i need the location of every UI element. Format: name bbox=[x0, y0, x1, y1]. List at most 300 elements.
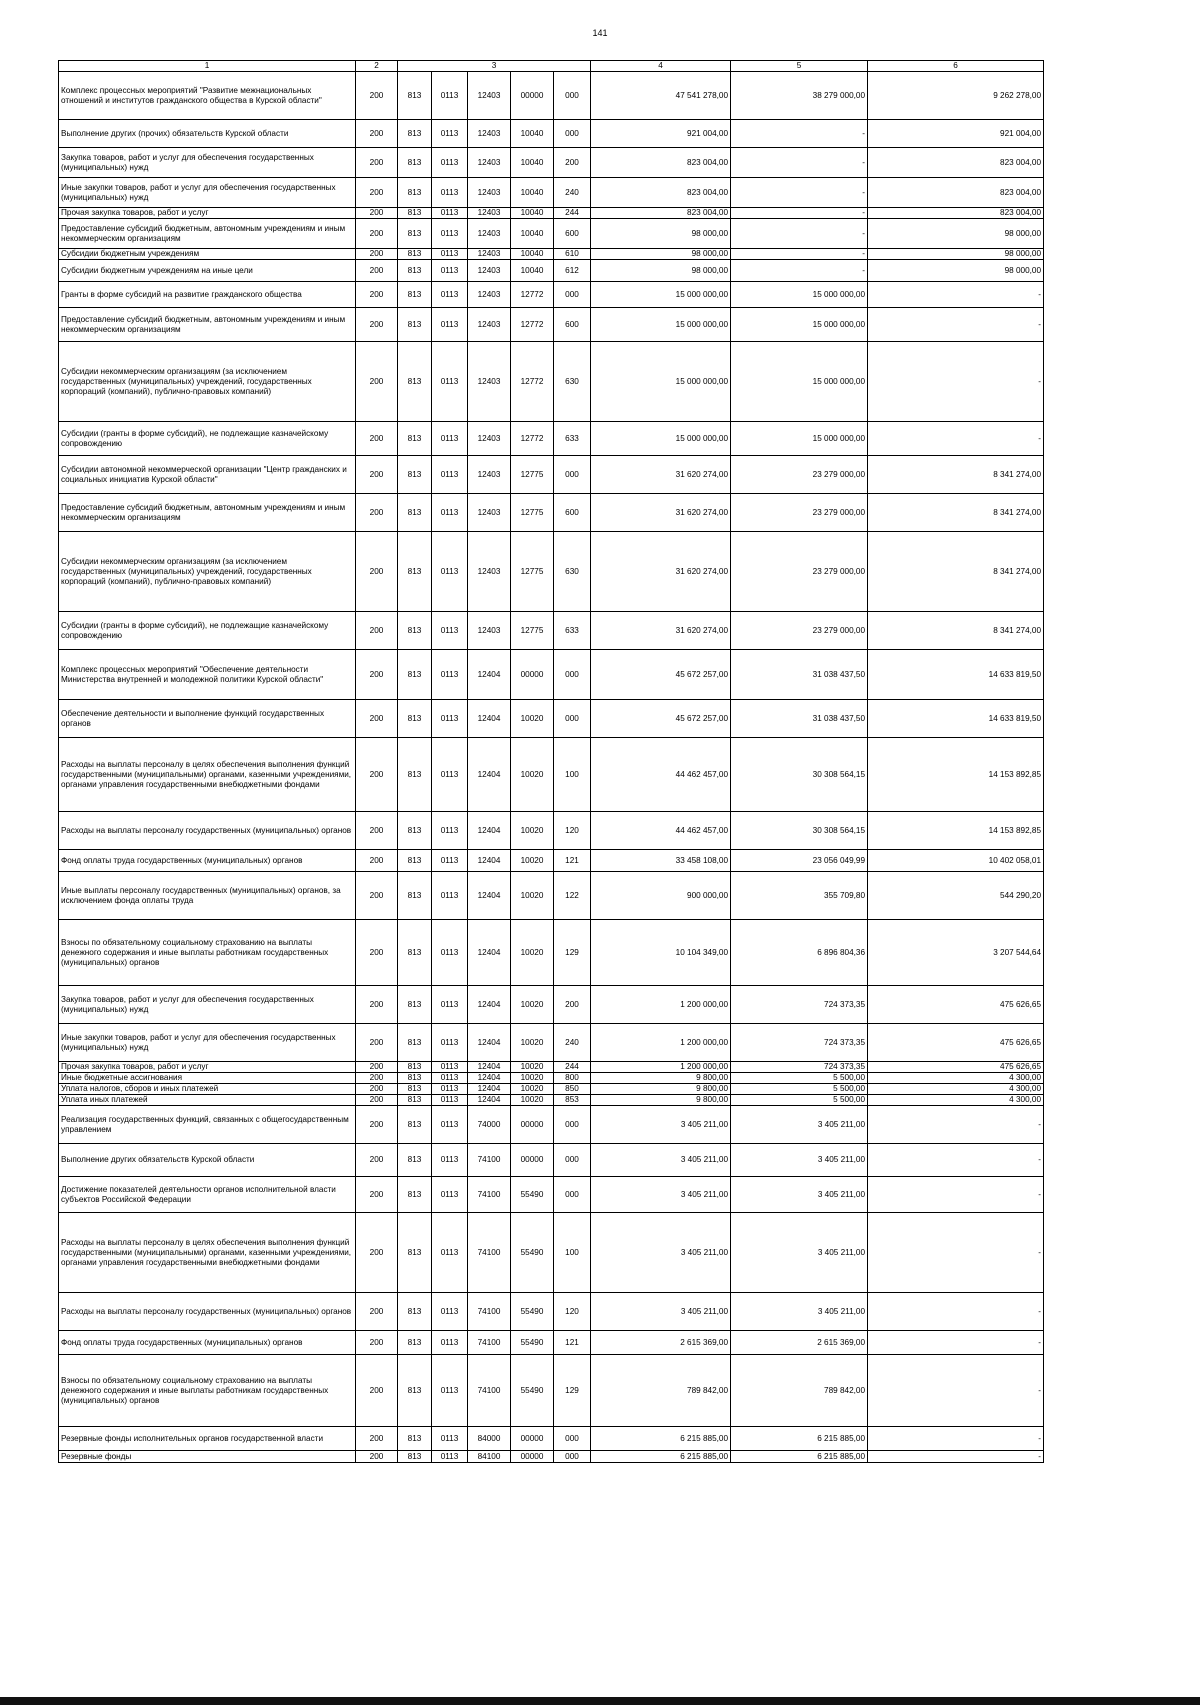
code-cell: 813 bbox=[398, 612, 432, 650]
amount-cell: - bbox=[868, 282, 1044, 308]
code-cell: 813 bbox=[398, 494, 432, 532]
code-cell: 813 bbox=[398, 700, 432, 738]
amount-cell: - bbox=[868, 1177, 1044, 1213]
code-cell: 850 bbox=[554, 1084, 591, 1095]
row-name: Иные бюджетные ассигнования bbox=[59, 1073, 356, 1084]
code-cell: 100 bbox=[554, 738, 591, 812]
code-cell: 12775 bbox=[511, 532, 554, 612]
row-name: Закупка товаров, работ и услуг для обеспечения государственных (муниципальных) нужд bbox=[59, 986, 356, 1024]
amount-cell: 98 000,00 bbox=[868, 219, 1044, 249]
table-row bbox=[59, 1451, 1044, 1463]
code-cell: 200 bbox=[356, 208, 398, 219]
amount-cell: 3 405 211,00 bbox=[591, 1293, 731, 1331]
amount-cell: 31 620 274,00 bbox=[591, 456, 731, 494]
amount-cell: 9 800,00 bbox=[591, 1073, 731, 1084]
amount-cell: 475 626,65 bbox=[868, 1024, 1044, 1062]
code-cell: 100 bbox=[554, 1213, 591, 1293]
amount-cell: 31 620 274,00 bbox=[591, 612, 731, 650]
code-cell: 813 bbox=[398, 1062, 432, 1073]
amount-cell: 45 672 257,00 bbox=[591, 700, 731, 738]
code-cell: 12404 bbox=[468, 650, 511, 700]
code-cell: 0113 bbox=[432, 249, 468, 260]
code-cell: 0113 bbox=[432, 700, 468, 738]
code-cell: 12403 bbox=[468, 260, 511, 282]
code-cell: 0113 bbox=[432, 1451, 468, 1463]
code-cell: 12775 bbox=[511, 456, 554, 494]
code-cell: 0113 bbox=[432, 308, 468, 342]
code-cell: 0113 bbox=[432, 650, 468, 700]
code-cell: 813 bbox=[398, 1024, 432, 1062]
code-cell: 12403 bbox=[468, 612, 511, 650]
code-cell: 12404 bbox=[468, 920, 511, 986]
code-cell: 12404 bbox=[468, 1095, 511, 1106]
code-cell: 813 bbox=[398, 1331, 432, 1355]
code-cell: 200 bbox=[554, 986, 591, 1024]
code-cell: 12404 bbox=[468, 1024, 511, 1062]
code-cell: 74100 bbox=[468, 1331, 511, 1355]
amount-cell: - bbox=[731, 249, 868, 260]
code-cell: 0113 bbox=[432, 1095, 468, 1106]
amount-cell: 1 200 000,00 bbox=[591, 1024, 731, 1062]
amount-cell: 823 004,00 bbox=[868, 178, 1044, 208]
amount-cell: 823 004,00 bbox=[868, 148, 1044, 178]
code-cell: 0113 bbox=[432, 494, 468, 532]
code-cell: 0113 bbox=[432, 148, 468, 178]
code-cell: 12403 bbox=[468, 219, 511, 249]
amount-cell: 1 200 000,00 bbox=[591, 1062, 731, 1073]
row-name: Субсидии некоммерческим организациям (за исключением государственных (муниципальных) учреждений, государственных корпораций (компаний), публично-правовых компаний) bbox=[59, 342, 356, 422]
amount-cell: 9 800,00 bbox=[591, 1095, 731, 1106]
code-cell: 813 bbox=[398, 850, 432, 872]
code-cell: 0113 bbox=[432, 872, 468, 920]
code-cell: 10020 bbox=[511, 700, 554, 738]
code-cell: 200 bbox=[356, 148, 398, 178]
table-row bbox=[59, 872, 1044, 920]
table-row bbox=[59, 1062, 1044, 1073]
code-cell: 600 bbox=[554, 219, 591, 249]
budget-table-container bbox=[58, 60, 1043, 1463]
amount-cell: 4 300,00 bbox=[868, 1073, 1044, 1084]
code-cell: 240 bbox=[554, 1024, 591, 1062]
amount-cell: 5 500,00 bbox=[731, 1095, 868, 1106]
code-cell: 12403 bbox=[468, 456, 511, 494]
amount-cell: 10 402 058,01 bbox=[868, 850, 1044, 872]
code-cell: 12403 bbox=[468, 342, 511, 422]
amount-cell: 724 373,35 bbox=[731, 986, 868, 1024]
amount-cell: 823 004,00 bbox=[591, 148, 731, 178]
amount-cell: - bbox=[731, 219, 868, 249]
code-cell: 610 bbox=[554, 249, 591, 260]
code-cell: 0113 bbox=[432, 1427, 468, 1451]
code-cell: 000 bbox=[554, 1177, 591, 1213]
amount-cell: 6 215 885,00 bbox=[731, 1451, 868, 1463]
code-cell: 200 bbox=[356, 422, 398, 456]
code-cell: 00000 bbox=[511, 1427, 554, 1451]
code-cell: 200 bbox=[356, 812, 398, 850]
code-cell: 813 bbox=[398, 812, 432, 850]
code-cell: 200 bbox=[356, 494, 398, 532]
code-cell: 813 bbox=[398, 178, 432, 208]
row-name: Субсидии автономной некоммерческой организации "Центр гражданских и социальных инициатив Курской области" bbox=[59, 456, 356, 494]
code-cell: 120 bbox=[554, 1293, 591, 1331]
code-cell: 0113 bbox=[432, 1144, 468, 1177]
row-name: Субсидии некоммерческим организациям (за исключением государственных (муниципальных) учреждений, государственных корпораций (компаний), публично-правовых компаний) bbox=[59, 532, 356, 612]
amount-cell: 8 341 274,00 bbox=[868, 532, 1044, 612]
code-cell: 200 bbox=[356, 532, 398, 612]
code-cell: 630 bbox=[554, 532, 591, 612]
amount-cell: - bbox=[731, 148, 868, 178]
amount-cell: 15 000 000,00 bbox=[731, 308, 868, 342]
table-body bbox=[59, 72, 1044, 1463]
code-cell: 129 bbox=[554, 920, 591, 986]
code-cell: 120 bbox=[554, 812, 591, 850]
code-cell: 0113 bbox=[432, 219, 468, 249]
amount-cell: 98 000,00 bbox=[591, 219, 731, 249]
code-cell: 200 bbox=[356, 1095, 398, 1106]
code-cell: 0113 bbox=[432, 208, 468, 219]
code-cell: 200 bbox=[356, 850, 398, 872]
code-cell: 122 bbox=[554, 872, 591, 920]
table-row bbox=[59, 422, 1044, 456]
code-cell: 12404 bbox=[468, 986, 511, 1024]
code-cell: 84000 bbox=[468, 1427, 511, 1451]
amount-cell: 3 207 544,64 bbox=[868, 920, 1044, 986]
code-cell: 00000 bbox=[511, 1451, 554, 1463]
code-cell: 12404 bbox=[468, 700, 511, 738]
amount-cell: - bbox=[868, 422, 1044, 456]
code-cell: 600 bbox=[554, 308, 591, 342]
code-cell: 10020 bbox=[511, 812, 554, 850]
code-cell: 200 bbox=[356, 178, 398, 208]
code-cell: 10020 bbox=[511, 1024, 554, 1062]
scan-edge-bar bbox=[0, 1697, 1200, 1705]
code-cell: 200 bbox=[356, 1084, 398, 1095]
table-row bbox=[59, 1355, 1044, 1427]
row-name: Выполнение других (прочих) обязательств Курской области bbox=[59, 120, 356, 148]
code-cell: 200 bbox=[356, 1062, 398, 1073]
code-cell: 200 bbox=[356, 1177, 398, 1213]
code-cell: 0113 bbox=[432, 812, 468, 850]
code-cell: 12772 bbox=[511, 422, 554, 456]
row-name: Субсидии бюджетным учреждениям на иные цели bbox=[59, 260, 356, 282]
code-cell: 00000 bbox=[511, 72, 554, 120]
row-name: Гранты в форме субсидий на развитие гражданского общества bbox=[59, 282, 356, 308]
amount-cell: 38 279 000,00 bbox=[731, 72, 868, 120]
code-cell: 000 bbox=[554, 700, 591, 738]
amount-cell: 98 000,00 bbox=[868, 249, 1044, 260]
amount-cell: 5 500,00 bbox=[731, 1073, 868, 1084]
code-cell: 55490 bbox=[511, 1177, 554, 1213]
code-cell: 12772 bbox=[511, 308, 554, 342]
amount-cell: 1 200 000,00 bbox=[591, 986, 731, 1024]
code-cell: 12772 bbox=[511, 282, 554, 308]
amount-cell: 30 308 564,15 bbox=[731, 812, 868, 850]
code-cell: 0113 bbox=[432, 72, 468, 120]
amount-cell: 8 341 274,00 bbox=[868, 456, 1044, 494]
row-name: Уплата налогов, сборов и иных платежей bbox=[59, 1084, 356, 1095]
code-cell: 200 bbox=[356, 219, 398, 249]
amount-cell: 33 458 108,00 bbox=[591, 850, 731, 872]
code-cell: 000 bbox=[554, 282, 591, 308]
amount-cell: 823 004,00 bbox=[868, 208, 1044, 219]
amount-cell: 544 290,20 bbox=[868, 872, 1044, 920]
code-cell: 0113 bbox=[432, 120, 468, 148]
code-cell: 00000 bbox=[511, 1144, 554, 1177]
code-cell: 813 bbox=[398, 872, 432, 920]
row-name: Достижение показателей деятельности органов исполнительной власти субъектов Российской Федерации bbox=[59, 1177, 356, 1213]
amount-cell: 724 373,35 bbox=[731, 1024, 868, 1062]
amount-cell: - bbox=[868, 1293, 1044, 1331]
code-cell: 200 bbox=[356, 872, 398, 920]
code-cell: 200 bbox=[356, 1073, 398, 1084]
code-cell: 12403 bbox=[468, 249, 511, 260]
row-name: Уплата иных платежей bbox=[59, 1095, 356, 1106]
amount-cell: 3 405 211,00 bbox=[731, 1177, 868, 1213]
code-cell: 10020 bbox=[511, 738, 554, 812]
code-cell: 74100 bbox=[468, 1177, 511, 1213]
header-cell: 3 bbox=[398, 61, 591, 72]
code-cell: 200 bbox=[356, 1293, 398, 1331]
code-cell: 000 bbox=[554, 1106, 591, 1144]
amount-cell: 44 462 457,00 bbox=[591, 738, 731, 812]
code-cell: 813 bbox=[398, 1084, 432, 1095]
amount-cell: 14 633 819,50 bbox=[868, 700, 1044, 738]
table-row bbox=[59, 612, 1044, 650]
code-cell: 0113 bbox=[432, 1213, 468, 1293]
code-cell: 12403 bbox=[468, 282, 511, 308]
code-cell: 10040 bbox=[511, 219, 554, 249]
row-name: Расходы на выплаты персоналу в целях обеспечения выполнения функций государственными (муниципальными) органами, казенными учреждениями, органами управления государственными внебюджетными фондами bbox=[59, 1213, 356, 1293]
table-row bbox=[59, 1427, 1044, 1451]
table-row bbox=[59, 282, 1044, 308]
amount-cell: - bbox=[868, 1144, 1044, 1177]
table-row bbox=[59, 208, 1044, 219]
row-name: Реализация государственных функций, связанных с общегосударственным управлением bbox=[59, 1106, 356, 1144]
header-cell: 1 bbox=[59, 61, 356, 72]
code-cell: 200 bbox=[356, 249, 398, 260]
row-name: Комплекс процессных мероприятий "Развитие межнациональных отношений и институтов гражданского общества в Курской области" bbox=[59, 72, 356, 120]
code-cell: 0113 bbox=[432, 1355, 468, 1427]
amount-cell: 2 615 369,00 bbox=[591, 1331, 731, 1355]
row-name: Резервные фонды исполнительных органов государственной власти bbox=[59, 1427, 356, 1451]
code-cell: 853 bbox=[554, 1095, 591, 1106]
row-name: Предоставление субсидий бюджетным, автономным учреждениям и иным некоммерческим организациям bbox=[59, 308, 356, 342]
amount-cell: 44 462 457,00 bbox=[591, 812, 731, 850]
amount-cell: 823 004,00 bbox=[591, 208, 731, 219]
row-name: Прочая закупка товаров, работ и услуг bbox=[59, 208, 356, 219]
code-cell: 000 bbox=[554, 1144, 591, 1177]
code-cell: 200 bbox=[356, 1451, 398, 1463]
code-cell: 200 bbox=[554, 148, 591, 178]
code-cell: 813 bbox=[398, 1177, 432, 1213]
code-cell: 0113 bbox=[432, 1177, 468, 1213]
table-row bbox=[59, 1095, 1044, 1106]
code-cell: 000 bbox=[554, 120, 591, 148]
code-cell: 10020 bbox=[511, 920, 554, 986]
code-cell: 121 bbox=[554, 1331, 591, 1355]
row-name: Иные закупки товаров, работ и услуг для обеспечения государственных (муниципальных) нужд bbox=[59, 178, 356, 208]
amount-cell: - bbox=[868, 1451, 1044, 1463]
amount-cell: 15 000 000,00 bbox=[591, 308, 731, 342]
code-cell: 813 bbox=[398, 1073, 432, 1084]
code-cell: 74000 bbox=[468, 1106, 511, 1144]
amount-cell: 45 672 257,00 bbox=[591, 650, 731, 700]
amount-cell: 789 842,00 bbox=[731, 1355, 868, 1427]
code-cell: 10020 bbox=[511, 1084, 554, 1095]
code-cell: 813 bbox=[398, 148, 432, 178]
code-cell: 813 bbox=[398, 1095, 432, 1106]
code-cell: 813 bbox=[398, 282, 432, 308]
code-cell: 612 bbox=[554, 260, 591, 282]
table-row bbox=[59, 1144, 1044, 1177]
amount-cell: 15 000 000,00 bbox=[731, 282, 868, 308]
amount-cell: 31 038 437,50 bbox=[731, 650, 868, 700]
code-cell: 200 bbox=[356, 1144, 398, 1177]
amount-cell: - bbox=[731, 260, 868, 282]
code-cell: 813 bbox=[398, 72, 432, 120]
amount-cell: 30 308 564,15 bbox=[731, 738, 868, 812]
code-cell: 200 bbox=[356, 700, 398, 738]
code-cell: 200 bbox=[356, 612, 398, 650]
code-cell: 10020 bbox=[511, 1062, 554, 1073]
amount-cell: 8 341 274,00 bbox=[868, 612, 1044, 650]
code-cell: 12404 bbox=[468, 872, 511, 920]
amount-cell: 23 279 000,00 bbox=[731, 456, 868, 494]
code-cell: 200 bbox=[356, 1106, 398, 1144]
table-row bbox=[59, 920, 1044, 986]
amount-cell: 31 620 274,00 bbox=[591, 494, 731, 532]
code-cell: 813 bbox=[398, 308, 432, 342]
amount-cell: 15 000 000,00 bbox=[591, 422, 731, 456]
code-cell: 0113 bbox=[432, 456, 468, 494]
code-cell: 813 bbox=[398, 1213, 432, 1293]
code-cell: 813 bbox=[398, 1106, 432, 1144]
header-cell: 5 bbox=[731, 61, 868, 72]
code-cell: 12403 bbox=[468, 178, 511, 208]
code-cell: 12403 bbox=[468, 422, 511, 456]
row-name: Обеспечение деятельности и выполнение функций государственных органов bbox=[59, 700, 356, 738]
amount-cell: 15 000 000,00 bbox=[591, 282, 731, 308]
code-cell: 813 bbox=[398, 120, 432, 148]
code-cell: 200 bbox=[356, 1213, 398, 1293]
amount-cell: 31 038 437,50 bbox=[731, 700, 868, 738]
amount-cell: 5 500,00 bbox=[731, 1084, 868, 1095]
amount-cell: 3 405 211,00 bbox=[731, 1213, 868, 1293]
code-cell: 55490 bbox=[511, 1213, 554, 1293]
code-cell: 10020 bbox=[511, 872, 554, 920]
table-row bbox=[59, 738, 1044, 812]
code-cell: 84100 bbox=[468, 1451, 511, 1463]
code-cell: 0113 bbox=[432, 422, 468, 456]
row-name: Субсидии (гранты в форме субсидий), не подлежащие казначейскому сопровождению bbox=[59, 422, 356, 456]
amount-cell: 98 000,00 bbox=[591, 249, 731, 260]
amount-cell: 3 405 211,00 bbox=[591, 1106, 731, 1144]
code-cell: 10040 bbox=[511, 260, 554, 282]
table-row bbox=[59, 532, 1044, 612]
code-cell: 12403 bbox=[468, 120, 511, 148]
code-cell: 813 bbox=[398, 422, 432, 456]
code-cell: 74100 bbox=[468, 1144, 511, 1177]
amount-cell: 2 615 369,00 bbox=[731, 1331, 868, 1355]
code-cell: 0113 bbox=[432, 986, 468, 1024]
table-row bbox=[59, 120, 1044, 148]
code-cell: 55490 bbox=[511, 1293, 554, 1331]
amount-cell: 98 000,00 bbox=[591, 260, 731, 282]
row-name: Субсидии (гранты в форме субсидий), не подлежащие казначейскому сопровождению bbox=[59, 612, 356, 650]
table-row bbox=[59, 1177, 1044, 1213]
table-row bbox=[59, 342, 1044, 422]
amount-cell: 3 405 211,00 bbox=[731, 1144, 868, 1177]
code-cell: 0113 bbox=[432, 1084, 468, 1095]
amount-cell: 6 215 885,00 bbox=[731, 1427, 868, 1451]
code-cell: 55490 bbox=[511, 1355, 554, 1427]
row-name: Взносы по обязательному социальному страхованию на выплаты денежного содержания и иные выплаты работникам государственных (муниципальных) органов bbox=[59, 920, 356, 986]
row-name: Резервные фонды bbox=[59, 1451, 356, 1463]
amount-cell: 789 842,00 bbox=[591, 1355, 731, 1427]
code-cell: 129 bbox=[554, 1355, 591, 1427]
code-cell: 0113 bbox=[432, 920, 468, 986]
header-cell: 2 bbox=[356, 61, 398, 72]
amount-cell: 14 153 892,85 bbox=[868, 812, 1044, 850]
amount-cell: 3 405 211,00 bbox=[731, 1293, 868, 1331]
code-cell: 12403 bbox=[468, 532, 511, 612]
code-cell: 121 bbox=[554, 850, 591, 872]
code-cell: 0113 bbox=[432, 612, 468, 650]
code-cell: 244 bbox=[554, 1062, 591, 1073]
table-row bbox=[59, 812, 1044, 850]
code-cell: 200 bbox=[356, 650, 398, 700]
table-row bbox=[59, 260, 1044, 282]
header-row bbox=[59, 61, 1044, 72]
amount-cell: 23 279 000,00 bbox=[731, 612, 868, 650]
code-cell: 0113 bbox=[432, 260, 468, 282]
row-name: Прочая закупка товаров, работ и услуг bbox=[59, 1062, 356, 1073]
table-row bbox=[59, 1331, 1044, 1355]
code-cell: 00000 bbox=[511, 1106, 554, 1144]
table-row bbox=[59, 700, 1044, 738]
amount-cell: 724 373,35 bbox=[731, 1062, 868, 1073]
amount-cell: 15 000 000,00 bbox=[731, 342, 868, 422]
code-cell: 240 bbox=[554, 178, 591, 208]
code-cell: 813 bbox=[398, 738, 432, 812]
table-row bbox=[59, 850, 1044, 872]
amount-cell: 9 800,00 bbox=[591, 1084, 731, 1095]
row-name: Иные выплаты персоналу государственных (муниципальных) органов, за исключением фонда оплаты труда bbox=[59, 872, 356, 920]
code-cell: 200 bbox=[356, 120, 398, 148]
code-cell: 10040 bbox=[511, 208, 554, 219]
amount-cell: - bbox=[868, 308, 1044, 342]
amount-cell: - bbox=[731, 208, 868, 219]
code-cell: 0113 bbox=[432, 178, 468, 208]
code-cell: 000 bbox=[554, 456, 591, 494]
code-cell: 74100 bbox=[468, 1293, 511, 1331]
code-cell: 0113 bbox=[432, 1293, 468, 1331]
amount-cell: 23 279 000,00 bbox=[731, 494, 868, 532]
table-row bbox=[59, 1213, 1044, 1293]
code-cell: 0113 bbox=[432, 850, 468, 872]
amount-cell: - bbox=[731, 178, 868, 208]
amount-cell: 900 000,00 bbox=[591, 872, 731, 920]
code-cell: 12404 bbox=[468, 738, 511, 812]
amount-cell: 921 004,00 bbox=[868, 120, 1044, 148]
amount-cell: 47 541 278,00 bbox=[591, 72, 731, 120]
amount-cell: 9 262 278,00 bbox=[868, 72, 1044, 120]
budget-table bbox=[58, 60, 1044, 1463]
code-cell: 12404 bbox=[468, 850, 511, 872]
code-cell: 813 bbox=[398, 219, 432, 249]
row-name: Расходы на выплаты персоналу в целях обеспечения выполнения функций государственными (муниципальными) органами, казенными учреждениями, органами управления государственными внебюджетными фондами bbox=[59, 738, 356, 812]
code-cell: 10020 bbox=[511, 1073, 554, 1084]
